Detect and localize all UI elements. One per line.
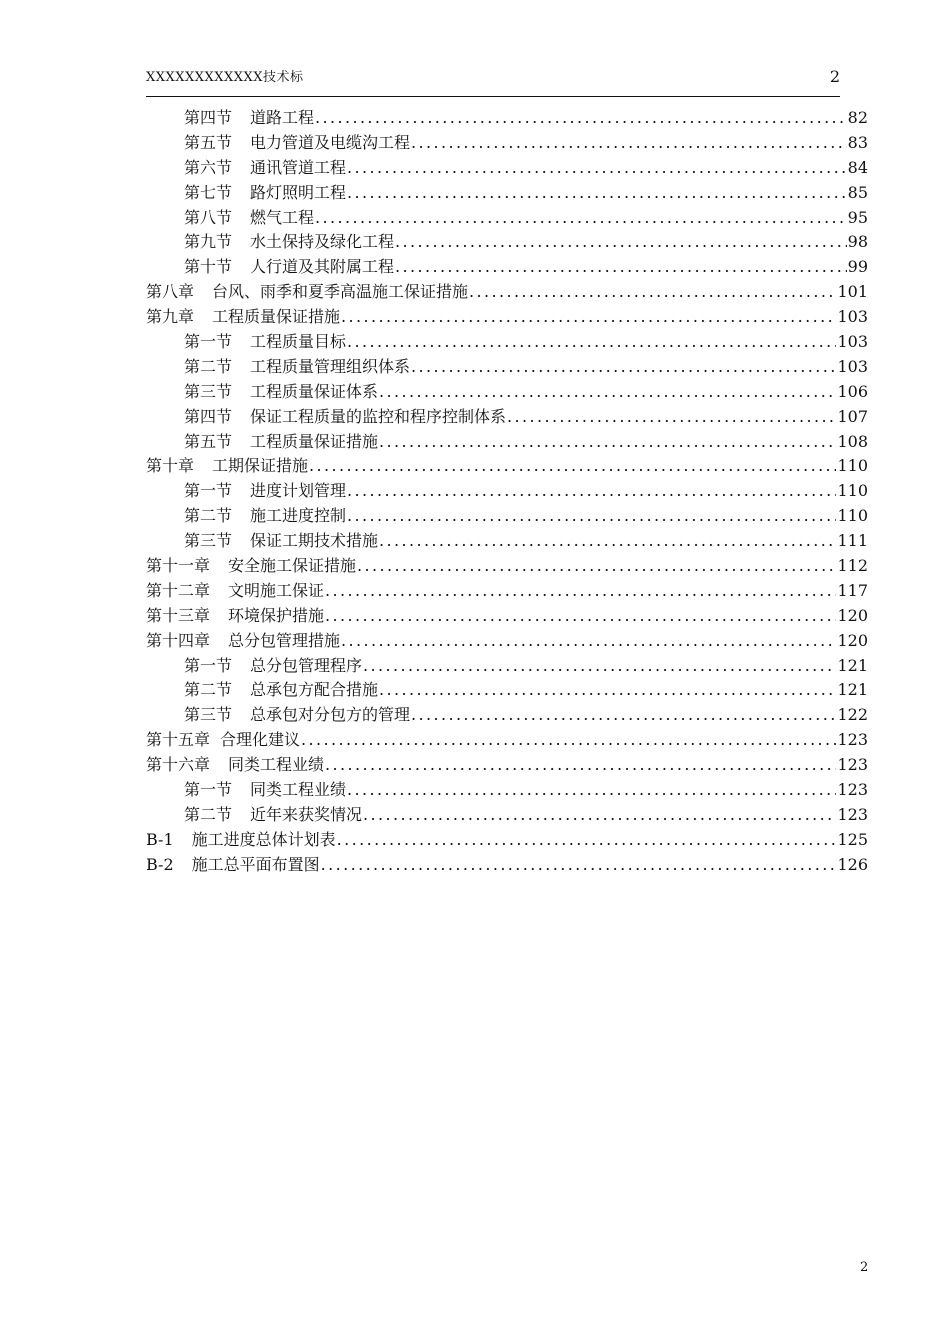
toc-entry-prefix: 第四节 [184, 406, 233, 426]
toc-entry-title: 施工进度总体计划表 [191, 829, 336, 849]
toc-entry-label [184, 654, 362, 679]
toc-entry-title: 道路工程 [250, 108, 315, 127]
toc-entry-title: 安全施工保证措施 [228, 556, 357, 576]
toc-entry-prefix: 第九章 [146, 307, 195, 327]
toc-entry-page: 125 [837, 829, 868, 849]
toc-entry-label [184, 131, 410, 156]
toc-entry-page: 103 [837, 307, 868, 327]
toc-entry-page: 126 [837, 854, 868, 874]
toc-entry-prefix: 第五节 [184, 132, 233, 152]
toc-entry-page: 111 [837, 531, 868, 551]
toc-entry[interactable] [146, 604, 868, 629]
toc-entry-page: 110 [837, 456, 868, 476]
toc-entry-title: 工程质量目标 [250, 332, 347, 352]
toc-dot-leader [346, 156, 847, 181]
toc-entry-page: 121 [837, 680, 868, 700]
toc-dot-leader [410, 703, 836, 728]
toc-dot-leader [410, 355, 836, 380]
toc-entry-label [184, 529, 378, 554]
toc-entry-page: 83 [847, 132, 868, 152]
toc-entry-page: 103 [837, 332, 868, 352]
toc-entry-prefix: 第九节 [184, 232, 233, 252]
toc-entry-title: 同类工程业绩 [250, 780, 347, 800]
toc-entry-title: 水土保持及绿化工程 [250, 232, 395, 252]
toc-dot-leader [308, 454, 836, 479]
toc-entry-title: 工程质量保证措施 [250, 431, 379, 451]
toc-entry-title: 保证工程质量的监控和程序控制体系 [250, 406, 507, 426]
toc-entry-prefix: 第二节 [184, 506, 233, 526]
toc-entry[interactable] [146, 206, 868, 231]
toc-entry-prefix: 第三节 [184, 531, 233, 551]
toc-entry-title: 总分包管理措施 [228, 630, 341, 650]
toc-entry-label [146, 753, 324, 778]
toc-dot-leader [468, 280, 836, 305]
toc-entry-prefix: 第一节 [184, 780, 233, 800]
toc-entry[interactable] [146, 430, 868, 455]
document-title: XXXXXXXXXXXX技术标 [146, 70, 304, 85]
toc-dot-leader [394, 230, 847, 255]
page-header [146, 68, 840, 97]
toc-entry-label [184, 405, 506, 430]
toc-dot-leader [378, 380, 836, 405]
toc-entry-label [184, 380, 378, 405]
toc-dot-leader [320, 853, 837, 878]
toc-entry-label [184, 230, 394, 255]
toc-dot-leader [314, 206, 847, 231]
toc-entry-title: 人行道及其附属工程 [250, 257, 395, 277]
toc-dot-leader [394, 255, 847, 280]
toc-entry-page: 122 [837, 705, 868, 725]
toc-entry-title: 工程质量保证措施 [212, 307, 341, 327]
toc-entry[interactable] [146, 579, 868, 604]
toc-entry-prefix: 第一节 [184, 481, 233, 501]
toc-entry-label [146, 579, 324, 604]
toc-entry-title: 文明施工保证 [228, 580, 325, 600]
toc-entry-title: 电力管道及电缆沟工程 [250, 132, 411, 152]
toc-entry-label [146, 728, 300, 753]
toc-dot-leader [340, 629, 836, 654]
toc-entry-prefix: 第三节 [184, 381, 233, 401]
toc-entry[interactable] [146, 305, 868, 330]
toc-entry-prefix: 第三节 [184, 705, 233, 725]
toc-entry-prefix: 第十四章 [146, 630, 211, 650]
toc-entry-prefix: 第十章 [146, 456, 195, 476]
toc-entry-page: 98 [847, 232, 868, 252]
toc-dot-leader [410, 131, 847, 156]
toc-entry-label [184, 678, 378, 703]
toc-entry-title: 路灯照明工程 [250, 182, 347, 202]
toc-entry[interactable] [146, 230, 868, 255]
toc-entry[interactable] [146, 529, 868, 554]
toc-entry-prefix: 第五节 [184, 431, 233, 451]
toc-entry-page: 110 [837, 506, 868, 526]
toc-entry-title: 近年来获奖情况 [250, 804, 363, 824]
toc-entry-prefix: 第十五章 [146, 730, 211, 750]
toc-entry-page: 99 [847, 257, 868, 277]
toc-entry-page: 82 [847, 108, 868, 127]
toc-entry-label [146, 305, 340, 330]
toc-entry-prefix: B-2 [146, 854, 174, 874]
toc-entry-title: 环境保护措施 [228, 605, 325, 625]
footer-page-number: 2 [860, 1260, 869, 1275]
toc-entry-page: 84 [847, 157, 868, 177]
toc-entry-label [184, 156, 346, 181]
toc-dot-leader [346, 330, 836, 355]
toc-entry[interactable] [146, 703, 868, 728]
toc-entry-page: 123 [837, 730, 868, 750]
toc-entry-page: 120 [837, 630, 868, 650]
toc-entry-prefix: 第七节 [184, 182, 233, 202]
toc-dot-leader [362, 803, 836, 828]
toc-entry-label [184, 504, 346, 529]
toc-entry[interactable] [146, 156, 868, 181]
toc-entry-label [184, 330, 346, 355]
toc-entry[interactable] [146, 454, 868, 479]
toc-entry[interactable] [146, 778, 868, 803]
toc-dot-leader [378, 678, 836, 703]
toc-entry-title: 通讯管道工程 [250, 157, 347, 177]
toc-entry[interactable] [146, 654, 868, 679]
toc-entry-label [146, 629, 340, 654]
toc-entry-prefix: 第二节 [184, 680, 233, 700]
toc-entry-page: 120 [837, 605, 868, 625]
toc-entry-page: 121 [837, 655, 868, 675]
toc-entry[interactable] [146, 828, 868, 853]
toc-entry[interactable] [146, 255, 868, 280]
toc-entry-prefix: 第二节 [184, 356, 233, 376]
toc-entry-title: 工期保证措施 [212, 456, 309, 476]
toc-entry-label [146, 604, 324, 629]
toc-entry-prefix: 第一节 [184, 332, 233, 352]
toc-entry[interactable] [146, 678, 868, 703]
toc-entry[interactable] [146, 853, 868, 878]
toc-entry-page: 123 [837, 804, 868, 824]
toc-entry-page: 103 [837, 356, 868, 376]
toc-dot-leader [300, 728, 836, 753]
toc-entry-prefix: 第四节 [184, 108, 233, 127]
toc-entry-label [184, 181, 346, 206]
toc-dot-leader [506, 405, 836, 430]
toc-entry[interactable] [146, 728, 868, 753]
toc-entry-prefix: 第二节 [184, 804, 233, 824]
toc-dot-leader [314, 106, 847, 131]
toc-entry-prefix: 第十节 [184, 257, 233, 277]
toc-dot-leader [362, 654, 836, 679]
toc-entry-prefix: 第十六章 [146, 755, 211, 775]
toc-entry-page: 101 [837, 282, 868, 302]
toc-entry-label [184, 430, 378, 455]
toc-entry-title: 同类工程业绩 [228, 755, 325, 775]
toc-dot-leader [340, 305, 836, 330]
toc-dot-leader [378, 430, 836, 455]
toc-entry-page: 112 [837, 556, 868, 576]
toc-entry-title: 台风、雨季和夏季高温施工保证措施 [212, 282, 469, 302]
header-page-number: 2 [829, 67, 840, 86]
toc-entry-prefix: 第十一章 [146, 556, 211, 576]
toc-entry-label [146, 454, 308, 479]
table-of-contents [146, 106, 868, 878]
toc-dot-leader [346, 479, 836, 504]
toc-entry-label [184, 778, 346, 803]
toc-entry-prefix: 第六节 [184, 157, 233, 177]
toc-entry-title: 燃气工程 [250, 207, 315, 227]
toc-entry-page: 108 [837, 431, 868, 451]
toc-entry-title: 施工进度控制 [250, 506, 347, 526]
toc-dot-leader [346, 504, 836, 529]
toc-entry-page: 106 [837, 381, 868, 401]
toc-entry[interactable] [146, 330, 868, 355]
toc-entry-title: 施工总平面布置图 [191, 854, 320, 874]
toc-entry-page: 117 [837, 580, 868, 600]
toc-entry-label [184, 479, 346, 504]
toc-entry[interactable] [146, 181, 868, 206]
toc-entry-prefix: 第十三章 [146, 605, 211, 625]
toc-entry-title: 总分包管理程序 [250, 655, 363, 675]
toc-entry-page: 110 [837, 481, 868, 501]
toc-entry-page: 123 [837, 780, 868, 800]
toc-dot-leader [346, 778, 836, 803]
toc-entry-label [146, 828, 336, 853]
toc-entry-label [146, 280, 468, 305]
toc-entry-prefix: 第八章 [146, 282, 195, 302]
toc-dot-leader [378, 529, 836, 554]
toc-entry-prefix: 第一节 [184, 655, 233, 675]
toc-entry-page: 123 [837, 755, 868, 775]
toc-entry[interactable] [146, 753, 868, 778]
toc-dot-leader [324, 604, 836, 629]
toc-entry-title: 总承包对分包方的管理 [250, 705, 411, 725]
toc-dot-leader [336, 828, 837, 853]
toc-entry-prefix: 第八节 [184, 207, 233, 227]
toc-dot-leader [356, 554, 836, 579]
toc-entry-title: 保证工期技术措施 [250, 531, 379, 551]
toc-entry-prefix: B-1 [146, 829, 174, 849]
toc-entry-label [184, 355, 410, 380]
toc-entry-label [146, 853, 320, 878]
toc-entry[interactable] [146, 380, 868, 405]
toc-entry-label [146, 554, 356, 579]
toc-entry-title: 合理化建议 [220, 730, 301, 750]
toc-entry-label [184, 106, 314, 131]
toc-dot-leader [324, 579, 836, 604]
toc-entry-page: 95 [847, 207, 868, 227]
toc-dot-leader [324, 753, 836, 778]
toc-entry[interactable] [146, 131, 868, 156]
toc-entry-label [184, 206, 314, 231]
toc-entry-title: 工程质量保证体系 [250, 381, 379, 401]
toc-entry-title: 进度计划管理 [250, 481, 347, 501]
toc-entry[interactable] [146, 803, 868, 828]
toc-entry[interactable] [146, 629, 868, 654]
toc-entry[interactable] [146, 504, 868, 529]
toc-entry[interactable] [146, 280, 868, 305]
toc-entry[interactable] [146, 405, 868, 430]
toc-entry-title: 工程质量管理组织体系 [250, 356, 411, 376]
toc-entry-label [184, 803, 362, 828]
toc-entry-label [184, 255, 394, 280]
toc-entry[interactable] [146, 479, 868, 504]
toc-dot-leader [346, 181, 847, 206]
toc-entry-page: 107 [837, 406, 868, 426]
toc-entry-prefix: 第十二章 [146, 580, 211, 600]
toc-entry-label [184, 703, 410, 728]
toc-entry-title: 总承包方配合措施 [250, 680, 379, 700]
toc-entry[interactable] [146, 554, 868, 579]
toc-entry[interactable] [146, 355, 868, 380]
toc-entry-page: 85 [847, 182, 868, 202]
toc-entry[interactable] [146, 106, 868, 131]
